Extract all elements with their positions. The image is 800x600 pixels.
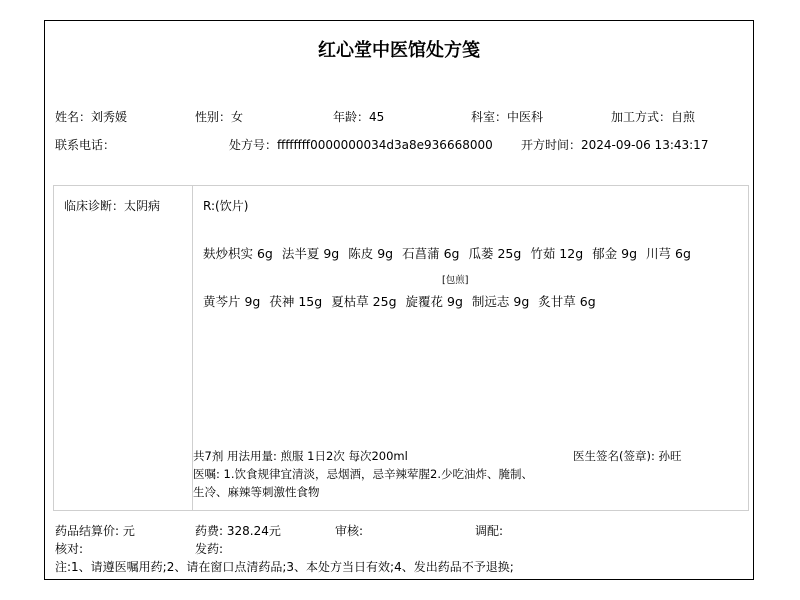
clinical-diagnosis: 临床诊断：太阴病	[64, 199, 161, 213]
herb-item: 制远志 9g	[471, 294, 530, 309]
herb-item: 郁金 9g	[592, 246, 638, 261]
patient-name: 姓名：刘秀媛	[55, 110, 128, 124]
prescription-number: 处方号：ffffffff0000000034d3a8e936668000	[229, 138, 493, 152]
patient-department: 科室：中医科	[471, 110, 544, 124]
footer-notes: 注:1、请遵医嘱用药;2、请在窗口点清药品;3、本处方当日有效;4、发出药品不予退换;	[55, 560, 514, 574]
herb-note: [包煎]	[442, 275, 469, 286]
issue-label: 发药:	[195, 542, 224, 556]
herb-item: 茯神 15g	[269, 294, 323, 309]
prescription-time: 开方时间：2024-09-06 13:43:17	[521, 138, 709, 152]
review-label: 审核:	[335, 524, 364, 538]
dispense-label: 调配:	[475, 524, 504, 538]
drug-fee: 药费: 328.24元	[195, 524, 281, 538]
settlement-price: 药品结算价: 元	[55, 524, 135, 538]
herb-item: 法半夏 9g	[281, 246, 340, 261]
herb-item: 夏枯草 25g	[331, 294, 397, 309]
medical-advice-line-2: 生冷、麻辣等刺激性食物	[193, 485, 320, 499]
process-method: 加工方式：自煎	[611, 110, 696, 124]
prescription-sheet	[44, 20, 754, 580]
herb-item: 竹茹 12g	[530, 246, 584, 261]
prescription-body	[53, 185, 749, 511]
herb-row-2	[203, 294, 596, 310]
herb-item: 瓜蒌 25g	[468, 246, 522, 261]
dosage-instructions: 共7剂 用法用量: 煎服 1日2次 每次200ml	[193, 449, 408, 463]
patient-age: 年龄：45	[333, 110, 385, 124]
page-title: 红心堂中医馆处方笺	[318, 40, 480, 61]
herb-item: 黄芩片 9g	[203, 294, 261, 309]
herb-item: 陈皮 9g	[348, 246, 394, 261]
herb-item: 炙甘草 6g	[538, 294, 596, 309]
herb-item: 旋覆花 9g	[405, 294, 463, 309]
doctor-signature: 医生签名(签章): 孙旺	[573, 449, 682, 463]
herb-item: 麸炒枳实 6g	[203, 246, 273, 261]
contact-phone: 联系电话：	[55, 138, 116, 152]
herb-item: 石菖蒲 6g	[402, 246, 460, 261]
patient-gender: 性别：女	[195, 110, 244, 124]
check-label: 核对:	[55, 542, 84, 556]
rx-label: R:(饮片)	[203, 199, 249, 213]
herb-item: 川芎 6g	[646, 246, 691, 261]
medical-advice-line-1: 医嘱: 1.饮食规律宜清淡，忌烟酒，忌辛辣荤腥2.少吃油炸、腌制、	[193, 467, 533, 481]
herb-row-1	[203, 246, 691, 262]
